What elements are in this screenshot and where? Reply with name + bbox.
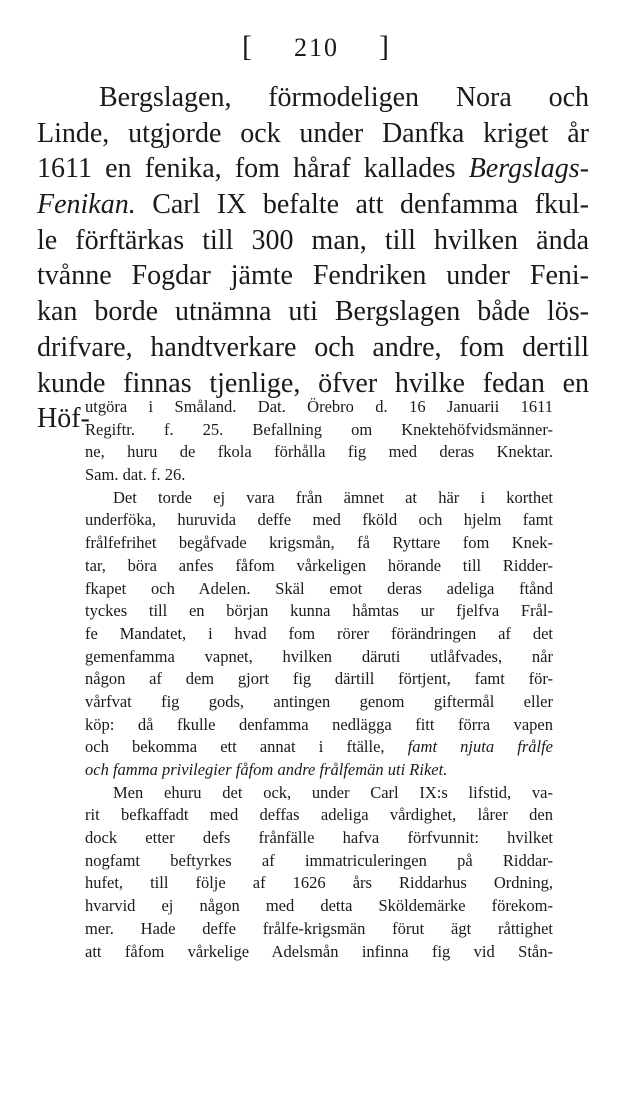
footnote-line: Men ehuru det ock, under Carl IX:s lifstid, va-: [113, 782, 553, 802]
footnote-block: [85, 396, 553, 963]
italic-phrase: famt njuta frålfe: [407, 737, 554, 757]
right-bracket: ]: [379, 30, 391, 63]
footnote-line: frålfefrihet begåfvade krigsmån, få Ryttare fom Knek-: [85, 533, 553, 553]
main-line: kan borde utnämna uti Bergslagen både lös-: [37, 296, 589, 328]
footnote-line: tar, böra anfes fåfom vårkeligen hörande till Ridder-: [85, 555, 553, 575]
footnote-line: att fåfom vårkelige Adelsmån infinna fig vid Stån-: [85, 941, 553, 961]
main-line: [37, 187, 589, 223]
italic-term: Bergslags-: [468, 153, 589, 185]
footnote-line-text: och bekomma ett annat i ftälle,: [85, 737, 408, 757]
italic-term: Fenikan.: [37, 189, 136, 221]
main-line: tvånne Fogdar jämte Fendriken under Feni-: [37, 260, 589, 292]
footnote-line: någon af dem gjort fig därtill förtjent, famt för-: [85, 669, 553, 689]
main-line: le förftärkas till 300 man, till hvilken ända: [37, 224, 589, 256]
footnote-line: gemenfamma vapnet, hvilken däruti utlåfvades, når: [85, 646, 553, 666]
footnote-line: fe Mandatet, i hvad fom rörer förändringen af det: [85, 623, 553, 643]
page-number: 210: [294, 33, 339, 62]
main-line-text: 1611 en fenika, fom håraf kallades: [37, 153, 469, 185]
main-line: Bergslagen, förmodeligen Nora och: [99, 82, 589, 113]
left-bracket: [: [242, 30, 254, 63]
main-line: [37, 151, 589, 187]
footnote-line: hufet, till följe af 1626 års Riddarhus Ordning,: [85, 873, 553, 893]
footnote-line: tyckes till en början kunna håmtas ur fjelfva Frål-: [85, 601, 553, 621]
footnote-line: Det torde ej vara från ämnet at här i korthet: [113, 487, 553, 507]
footnote-line: fkapet och Adelen. Skäl emot deras adeliga ftånd: [85, 578, 553, 598]
main-line-text: Carl IX befalte att denfamma fkul-: [135, 189, 589, 221]
page-header: [0, 30, 633, 64]
footnote-line: dock etter defs frånfälle hafva förfvunnit: hvilket: [85, 828, 553, 848]
footnote-line: [85, 759, 553, 782]
footnote-line: hvarvid ej någon med detta Sköldemärke förekom-: [85, 896, 553, 916]
main-line: Höf-: [37, 403, 90, 435]
footnote-line: utgöra i Småland. Dat. Örebro d. 16 Januarii 1611: [85, 397, 553, 416]
main-line: kunde finnas tjenlige, öfver hvilke fedan en: [37, 367, 589, 399]
footnote-line: vårfvat fig gods, antingen genom giftermål eller: [85, 691, 553, 711]
footnote-line: Regiftr. f. 25. Befallning om Knektehöfvidsmänner-: [85, 419, 553, 439]
footnote-line: [85, 736, 553, 759]
main-line: Linde, utgjorde ock under Danfka kriget år: [37, 117, 589, 149]
footnote-line: underföka, huruvida deffe med fköld och hjelm famt: [85, 510, 553, 530]
main-line: drifvare, handtverkare och andre, fom dertill: [37, 331, 589, 363]
footnote-line: köp: då fkulle denfamma nedlägga fitt förra vapen: [85, 714, 553, 734]
footnote-line: nogfamt beftyrkes af immatriculeringen på Riddar-: [85, 850, 553, 870]
footnote-line: ne, huru de fkola förhålla fig med deras Knektar.: [85, 442, 553, 462]
italic-phrase: och famma privilegier fåfom andre frålfemän uti Riket.: [85, 760, 448, 779]
footnote-line: mer. Hade deffe frålfe-krigsmän förut ägt råttighet: [85, 918, 553, 938]
footnote-line: Sam. dat. f. 26.: [85, 465, 186, 485]
footnote-line: rit befkaffadt med deffas adeliga vårdighet, lårer den: [85, 805, 553, 825]
